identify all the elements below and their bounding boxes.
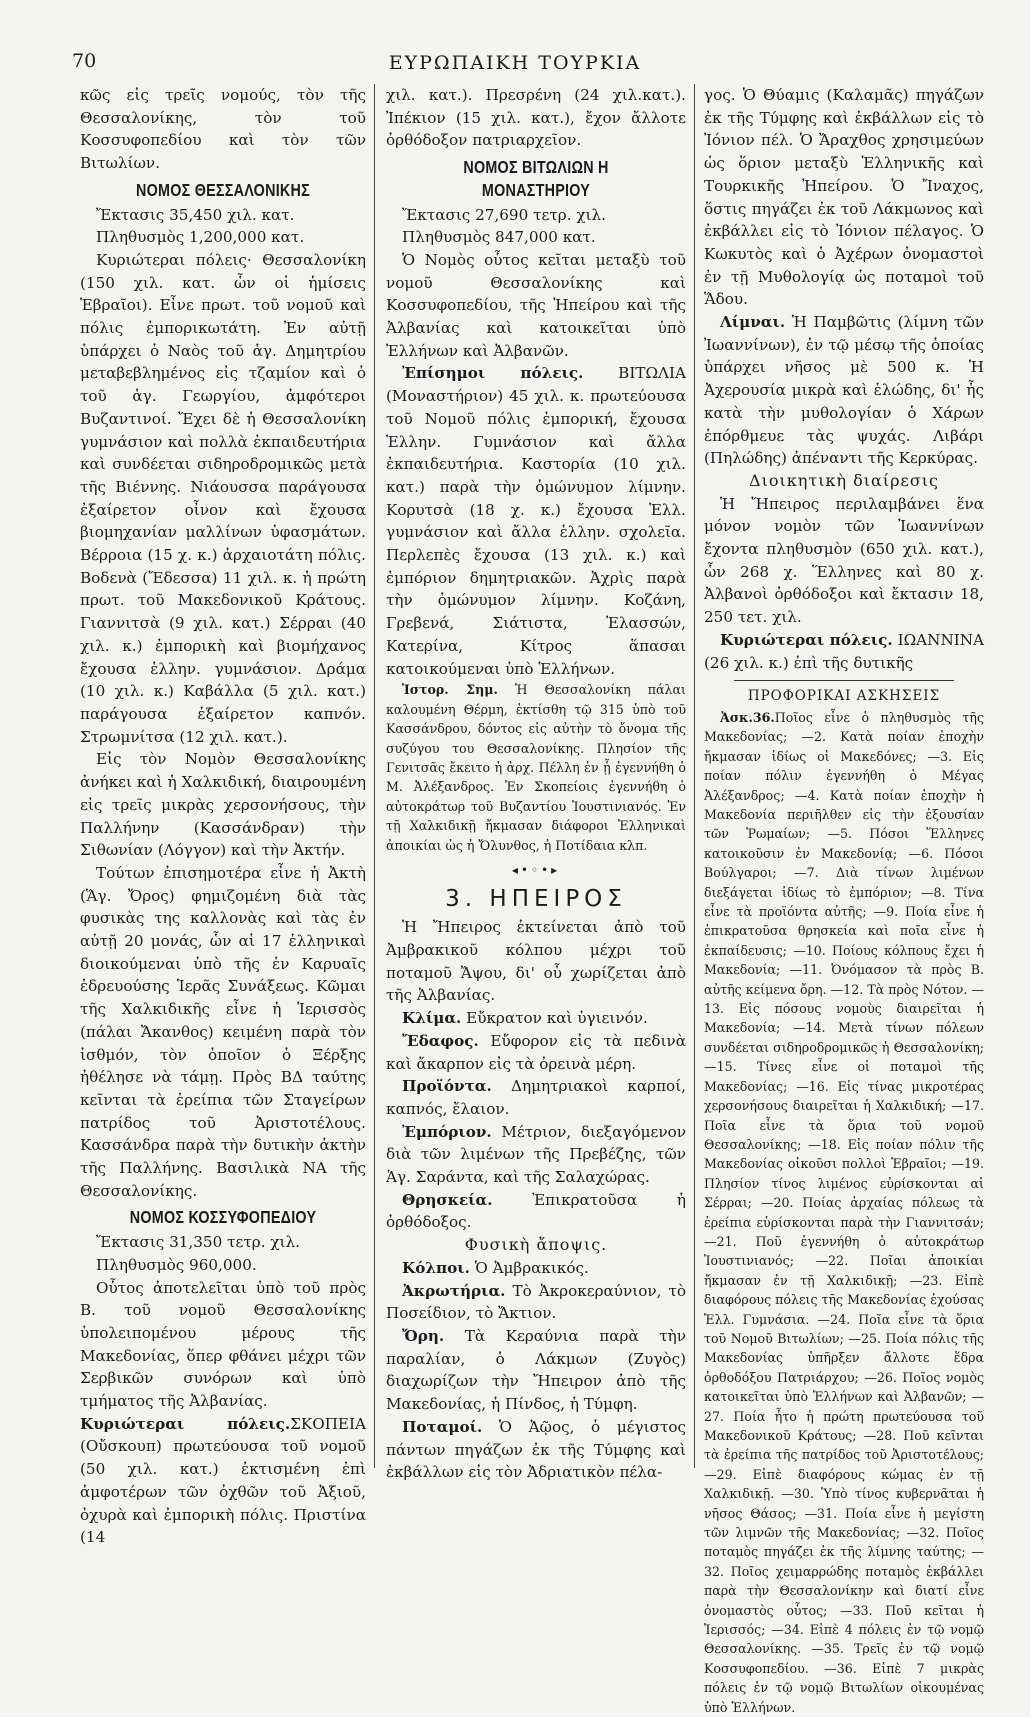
entry-label: Ἀκρωτήρια. [402,1281,506,1300]
entry [386,1007,686,1030]
entry-label: Κόλποι. [402,1258,470,1277]
entry [386,1121,686,1189]
entry-label: Κλίμα. [402,1009,462,1028]
column-2 [386,84,686,1484]
paragraph: Ἔκτασις 27,690 τετρ. χιλ. [402,205,606,224]
section-heading: ΝΟΜΟΣ ΘΕΣΣΑΛΟΝΙΚΗΣ [135,179,311,200]
entry-label: Ἔδαφος. [402,1031,479,1050]
column-divider [694,84,695,1468]
section-heading: ΝΟΜΟΣ ΒΙΤΩΛΙΩΝ Η ΜΟΝΑΣΤΗΡΙΟΥ [463,157,609,200]
entry-text: Ἐπικρατοῦσα ἡ ὀρθόδοξος. [386,1190,686,1232]
entry [386,1416,686,1484]
entry-label: Ἐμπόριον. [402,1122,492,1141]
exercises-heading: ΠΡΟΦΟΡΙΚΑΙ ΑΣΚΗΣΕΙΣ [747,688,941,705]
section-heading: ΝΟΜΟΣ ΚΟΣΣΥΦΟΠΕΔΙΟΥ [129,1207,317,1228]
entry-text: Εὔκρατον καὶ ὑγιεινόν. [466,1009,648,1028]
entry-label: Θρησκεία. [402,1190,493,1209]
column-1 [80,84,366,1549]
exercises-text [704,708,984,1717]
column-3 [704,84,984,1717]
note-label: Ἱστορ. Σημ. [402,682,498,698]
paragraph: Πληθυσμὸς 1,200,000 κατ. [96,228,305,247]
paragraph: Ἔκτασις 35,450 χιλ. κατ. [96,205,295,224]
entry [386,1280,686,1325]
paragraph: Ἡ Ἤπειρος περιλαμβάνει ἕνα μόνον νομὸν τῶν Ἰωαννίνων ἔχοντα πληθυσμὸν (650 χιλ. κατ.), ὧν 268 χ. Ἕλληνες καὶ 80 χ. Ἀλβανοὶ ὀρθόδοξοι καὶ ἔκτασιν 18, 250 τετ. χιλ. [704,494,984,627]
paragraph: Εἰς τὸν Νομὸν Θεσσαλονίκης ἀνήκει καὶ ἡ Χαλκιδική, διαιρουμένη εἰς τρεῖς μικρὰς χερσονήσους, τὴν Παλλήνην (Κασσάνδραν) τὴν Σιθωνίαν (Λόγγον) καὶ τὴν Ἀκτήν. [80,750,366,860]
section-rule [734,680,954,681]
paragraph [80,1413,366,1549]
entry [386,1075,686,1120]
subheading: Φυσικὴ ἄποψις. [464,1235,608,1255]
entry [386,1030,686,1075]
subheading: Διοικητικὴ διαίρεσις [749,470,939,490]
paragraph: Πληθυσμὸς 847,000 κατ. [402,228,596,247]
column-divider [374,84,375,1468]
entry-text: Δημητριακοὶ καρποί, καπνός, ἔλαιον. [386,1077,686,1118]
run-in-heading: Κυριώτεραι πόλεις. [80,1414,291,1433]
paragraph-text: ΒΙΤΩΛΙΑ (Μοναστήριον) 45 χιλ. κ. πρωτεύουσα τοῦ Νομοῦ πόλις ἐμπορική, ἔχουσα Ἑλλην. Γυμνάσιον καὶ ἄλλα ἐκπαιδευτήρια. Καστορία (10 χιλ. κατ.) παρὰ τὴν ὁμώνυμον λίμνην. Κορυτσὰ (18 χ. κ.) ἔχουσα Ἑλλ. γυμνάσιον καὶ ἄλλα ἑλλην. σχολεῖα. Περλεπὲς ἔχουσα (13 χιλ. κ.) καὶ ἐμπόριον δημητριακῶν. Ἀχρὶς παρὰ τὴν ὁμώνυμον λίμνην. Κοζάνη, Γρεβενά, Σιάτιστα, Ἐλασσών, Κατερίνα, Κίτρος ἅπασαι κατοικούμεναι ὑπὸ Ἑλλήνων. [386,364,686,678]
entry [386,1189,686,1234]
entry-label: Ὄρη. [402,1327,445,1345]
entry [386,1257,686,1280]
running-title: ΕΥΡΩΠΑΙΚΗ ΤΟΥΡΚΙΑ [388,52,642,74]
paragraph: Κυριώτεραι πόλεις· Θεσσαλονίκη (150 χιλ. κατ. ὧν οἱ ἡμίσεις Ἑβραῖοι). Εἶνε πρωτ. τοῦ νομοῦ καὶ πόλις ἐμπορικωτάτη. Ἐν αὐτῇ ὑπάρχει ὁ Ναὸς τοῦ ἁγ. Δημητρίου μεταβεβλημένος εἰς τζαμίον καὶ ὁ τοῦ ἁγ. Γεωργίου, ἀμφότεροι Βυζαντινοί. Ἔχει δὲ ἡ Θεσσαλονίκη γυμνάσιον καὶ πολλὰ ἐκπαιδευτήρια καὶ συνδέεται σιδηροδρομικῶς μετὰ τῆς Βιέννης. Νιάουσσα παράγουσα ἐξαίρετον οἶνον καὶ ἔχουσα βιομηχανίαν μαλλίνων ὑφασμάτων. Βέρροια (15 χ. κ.) ἀρχαιοτάτη πόλις. Βοδενὰ (Ἔδεσσα) 11 χιλ. κ. ἡ πρώτη πρωτ. τοῦ Μακεδονικοῦ Κράτους. Γιαννιτσὰ (9 χιλ. κατ.) Σέρραι (40 χιλ. κ.) ἐμπορικὴ καὶ βιομήχανος ἔχουσα ἑλλην. γυμνάσιον. Δράμα (10 χιλ. κ.) Καβάλλα (5 χιλ. κατ.) παράγουσα ἐξαίρετον καπνόν. Στρωμνίτσα (12 χιλ. κατ.). [80,250,366,746]
paragraph: Ἡ Ἤπειρος ἐκτείνεται ἀπὸ τοῦ Ἀμβρακικοῦ κόλπου μέχρι τοῦ ποταμοῦ Ἄψου, δι' οὗ χωρίζεται ἀπὸ τῆς Ἀλβανίας. [386,918,686,1005]
paragraph: Τούτων ἐπισημοτέρα εἶνε ἡ Ἀκτὴ (Ἅγ. Ὄρος) φημιζομένη διὰ τὰς φυσικὰς της καλλονὰς καὶ τὰς ἐν αὐτῇ 20 μονάς, ὧν αἱ 17 ἑλληνικαὶ διοικούμεναι ὑπὸ τῆς ἐν Καρυαῖς ἑδρευούσης Ἱερᾶς Συνάξεως. Κῶμαι τῆς Χαλκιδικῆς εἶνε ἡ Ἱερισσὸς (πάλαι Ἄκανθος) κειμένη παρὰ τὸν ἰσθμόν, τὸν ὁποῖον ὁ Ξέρξης ἠθέλησε νὰ τάμῃ. Πρὸς ΒΔ ταύτης κεῖνται τὰ ἐρείπια τῶν Σταγείρων πατρίδος τοῦ Ἀριστοτέλους. Κασσάνδρα παρὰ τὴν δυτικὴν ἀκτὴν τῆς Παλλήνης. Βασιλικὰ ΝΑ τῆς Θεσσαλονίκης. [80,863,366,1200]
chapter-heading: 3. ΗΠΕΙΡΟΣ [445,885,627,912]
entry-text: Ἡ Παμβῶτις (λίμνη τῶν Ἰωαννίνων), ἐν τῷ μέσῳ τῆς ὁποίας ὑπάρχει νῆσος μὲ 500 κ. Ἡ Ἀχερουσία μικρὰ καὶ ἑλώδης, δι' ἧς κατὰ τὴν μυθολογίαν ὁ Χάρων ἐπόρθμευε τὰς ψυχάς. Λιβάρι (Πηλώδης) ἀπέναντι τῆς Κερκύρας. [704,313,984,468]
entry-text: Ὁ Ἀῷος, ὁ μέγιστος πάντων πηγάζων ἐκ τῆς Τύμφης καὶ ἐκβάλλων εἰς τὸν Ἀδριατικὸν πέλα- [386,1417,687,1482]
entry-text: Τὰ Κεραύνια παρὰ τὴν παραλίαν, ὁ Λάκμων (Ζυγὸς) διαχωρίζων τὴν Ἤπειρον ἀπὸ τῆς Μακεδονίας, ἡ Πίνδος, ἡ Τύμφη. [386,1327,686,1414]
paragraph: χιλ. κατ.). Πρεσρένη (24 χιλ.κατ.). Ἰπέκιον (15 χιλ. κατ.), ἔχον ἄλλοτε ὀρθόδοξον πατριαρχεῖον. [386,86,686,150]
exercise-label: Ἀσκ.36. [720,709,775,725]
note-text: Ἡ Θεσσαλονίκη πάλαι καλουμένη Θέρμη, ἐκτίσθη τῷ 315 ὑπὸ τοῦ Κασσάνδρου, δόντος εἰς αὐτὴν τὸ ὄνομα τῆς συζύγου του Θεσσαλονίκης. Πλησίον τῆς Γενιτσᾶς ἔκειτο ἡ ἀρχ. Πέλλη ἐν ᾗ ἐγεννήθη ὁ Μ. Ἀλέξανδρος. Ἐν Σκοπείοις ἐγεννήθη ὁ αὐτοκράτωρ τοῦ Βυζαντίου Ἰουστινιανός. Ἐν τῇ Χαλκιδικῇ ἤκμασαν διάφοροι Ἑλληνικαὶ ἀποικίαι ὡς ἡ Ὄλυνθος, ἡ Ποτίδαια κλπ. [386,682,686,853]
ornament-divider: ◂•◦•▸ [511,862,561,877]
entry-text: Εὔφορον εἰς τὰ πεδινὰ καὶ ἄκαρπον εἰς τὰ ὀρεινὰ μέρη. [386,1031,687,1073]
page-number: 70 [72,50,97,72]
entry-text: Μέτριον, διεξαγόμενον διὰ τῶν λιμένων τῆς Πρεβέζης, τῶν Ἁγ. Σαράντα, καὶ τῆς Σαλαχώρας. [386,1122,686,1187]
run-in-heading: Ἐπίσημοι πόλεις. [402,364,584,383]
paragraph: κῶς εἰς τρεῖς νομούς, τὸν τῆς Θεσσαλονίκης, τὸν τοῦ Κοσσυφοπεδίου καὶ τὸν τῶν Βιτωλίων. [80,86,366,173]
paragraph [386,362,686,680]
entry-text: Ὁ Ἀμβρακικός. [474,1258,589,1277]
entry-label: Ποταμοί. [402,1417,483,1436]
entry-text: Τὸ Ἀκροκεραύνιον, τὸ Ποσείδιον, τὸ Ἄκτιον. [386,1281,686,1323]
historical-note [386,680,686,855]
entry [704,311,984,470]
entry-label: Προϊόντα. [402,1077,492,1096]
paragraph: Ἔκτασις 31,350 τετρ. χιλ. [96,1233,300,1252]
paragraph-text: ΣΚΟΠΕΙΑ (Οὔσκουπ) πρωτεύουσα τοῦ νομοῦ (50 χιλ. κατ.) ἐκτισμένη ἐπὶ ἀμφοτέρων τῶν ὀχθῶν τοῦ Ἀξιοῦ, ὀχυρὰ καὶ ἐμπορικὴ πόλις. Πριστίνα (14 [80,1414,366,1547]
exercise-questions: Ποῖος εἶνε ὁ πληθυσμὸς τῆς Μακεδονίας; —2. Κατὰ ποίαν ἐποχὴν ἤκμασαν ἰδίως οἱ Μακεδόνες; —3. Εἰς ποίαν πόλιν ἐγεννήθη ὁ Μέγας Ἀλέξανδρος; —4. Κατὰ ποίαν ἐποχὴν ἡ Μακεδονία περιῆλθεν εἰς τὴν ἐξουσίαν τῶν Ῥωμαίων; —5. Πόσοι Ἕλληνες κατοικοῦσιν ἐν Μακεδονίᾳ; —6. Πόσοι Βούλγαροι; —7. Διὰ τίνων λιμένων διεξάγεται ἰδίως τὸ ἐμπόριον; —8. Τίνα εἶνε τὰ προϊόντα αὐτῆς; —9. Ποία εἶνε ἡ ἐπικρατοῦσα θρησκεία καὶ ποῖα εἶνε ἡ ἐκπαίδευσις; —10. Ποίους κόλπους ἔχει ἡ Μακεδονία; —11. Ὀνόμασον τὰ πρὸς Β. αὐτῆς κείμενα ὄρη. —12. Τὰ πρὸς Νότον. —13. Εἰς πόσους νομοὺς διαιρεῖται ἡ Μακεδονία; —14. Μετὰ τίνων πόλεων συνδέεται σιδηροδρομικῶς ἡ Θεσσαλονίκη; —15. Τίνες εἶνε οἱ ποταμοὶ τῆς Μακεδονίας; —16. Εἰς τίνας μικροτέρας χερσονήσους διαιρεῖται ἡ Χαλκιδική; —17. Ποῖα εἶνε τὰ ὅρια τοῦ νομοῦ Θεσσαλονίκης; —18. Εἰς ποίαν πόλιν τῆς Μακεδονίας οἰκοῦσι πολλοὶ Ἑβραῖοι; —19. Πλησίον τίνος λιμένος εὑρίσκονται αἱ Σέρραι; —20. Ποίας ἀρχαίας πόλεως τὰ ἐρείπια εὑρίσκονται παρὰ τὴν Γιαννιτσάν; —21. Ποῦ ἐγεννήθη ὁ αὐτοκράτωρ Ἰουστινιανός; —22. Ποῖαι ἀποικίαι ἤκμασαν ἐν τῇ Χαλκιδικῇ; —23. Εἰπὲ διαφόρους πόλεις τῆς Μακεδονίας ἐχούσας Ἑλλ. Γυμνάσια. —24. Ποῖα εἶνε τὰ ὅρια τοῦ Νομοῦ Βιτωλίων; —25. Ποία πόλις τῆς Μακεδονίας ὑπῆρξεν ἄλλοτε ἕδρα ὀρθοδόξου Πατριάρχου; —26. Ποῖος νομὸς κατοικεῖται ὑπὸ Ἑλλήνων καὶ Ἀλβανῶν; —27. Ποία ἦτο ἡ πρώτη πρωτεύουσα τοῦ Μακεδονικοῦ Κράτους; —28. Ποῦ κεῖνται τὰ ἐρείπια τῆς πατρίδος τοῦ Ἀριστοτέλους; —29. Εἰπὲ διαφόρους κώμας ἐν τῇ Χαλκιδικῇ. —30. Ὑπὸ τίνος κυβερνᾶται ἡ νῆσος Θάσος; —31. Ποία εἶνε ἡ μεγίστη τῶν λιμνῶν τῆς Μακεδονίας; —32. Ποῖος ποταμὸς πηγάζει ἐκ τῆς λίμνης ταύτης; —32. Ποῖος χειμαρρώδης ποταμὸς ἐκβάλλει παρὰ τὴν Θεσσαλονίκην καὶ διατί εἶνε ὀνομαστὸς οὗτος; —33. Ποῦ κεῖται ἡ Ἱερισσός; —34. Εἰπὲ 4 πόλεις ἐν τῷ νομῷ Θεσσαλονίκης. —35. Τρεῖς ἐν τῷ νομῷ Κοσσυφοπεδίου. —36. Εἰπὲ 7 μικρὰς πόλεις ἐν τῷ νομῷ Βιτωλίων οἰκουμένας ὑπὸ Ἑλλήνων. [704,709,984,1715]
paragraph: γος. Ὁ Θύαμις (Καλαμᾶς) πηγάζων ἐκ τῆς Τύμφης καὶ ἐκβάλλων εἰς τὸ Ἰόνιον πέλ. Ὁ Ἄραχθος χρησιμεύων ὡς ὅριον μεταξὺ Ἑλληνικῆς καὶ Τουρκικῆς Ἠπείρου. Ὁ Ἴναχος, ὅστις πηγάζει ἐκ τοῦ Λάκμωνος καὶ ἐκβάλλει εἰς τὸ Ἰόνιον πέλαγος. Ὁ Κωκυτὸς καὶ ὁ Ἀχέρων ὀνομαστοὶ ἐν τῇ Μυθολογίᾳ ὡς ποταμοὶ τοῦ Ἅδου. [704,86,984,309]
entry-label: Κυριώτεραι πόλεις. [720,630,893,649]
entry [386,1325,686,1416]
paragraph: Οὗτος ἀποτελεῖται ὑπὸ τοῦ πρὸς Β. τοῦ νομοῦ Θεσσαλονίκης ὑπολειπομένου μέρους τῆς Μακεδονίας, ὅπερ φθάνει μέχρι τῶν Σερβικῶν συνόρων καὶ ὑπὸ τμήματος τῆς Ἀλβανίας. [80,1278,366,1411]
paragraph: Πληθυσμὸς 960,000. [96,1255,257,1274]
entry-text: ΙΩΑΝΝΙΝΑ (26 χιλ. κ.) ἐπὶ τῆς δυτικῆς [704,630,984,672]
paragraph: Ὁ Νομὸς οὗτος κεῖται μεταξὺ τοῦ νομοῦ Θεσσαλονίκης καὶ Κοσσυφοπεδίου, τῆς Ἠπείρου καὶ τῆς Ἀλβανίας καὶ κατοικεῖται ὑπὸ Ἑλλήνων καὶ Ἀλβανῶν. [386,250,686,360]
entry [704,629,984,674]
entry-label: Λίμναι. [720,313,786,332]
